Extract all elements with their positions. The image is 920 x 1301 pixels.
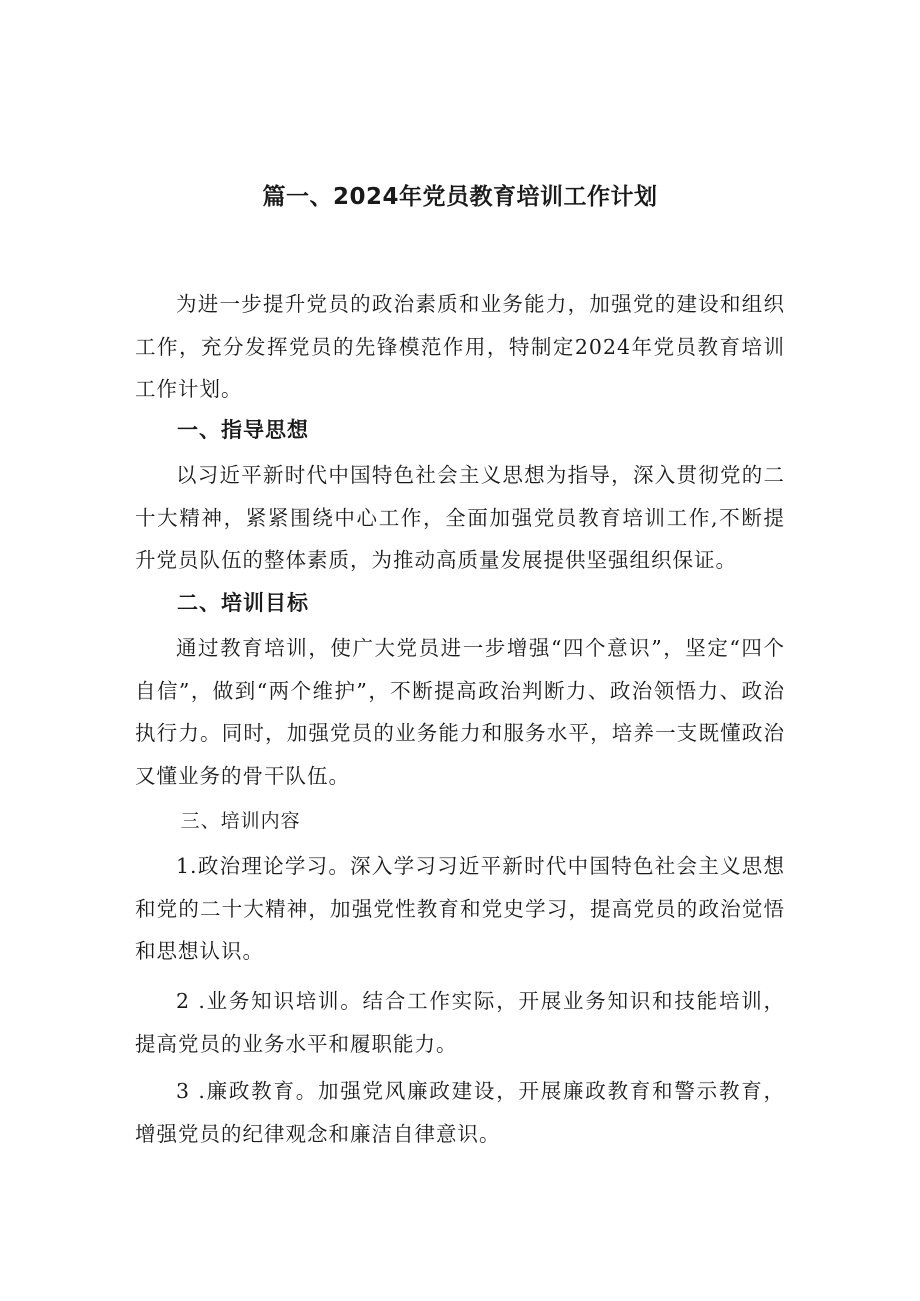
content-item-integrity-education: 3 .廉政教育。加强党风廉政建设，开展廉政教育和警示教育，增强党员的纪律观念和廉洁自律意识。 — [135, 1079, 785, 1146]
training-goals-paragraph: 通过教育培训，使广大党员进一步增强“四个意识”，坚定“四个自信”，做到“两个维护”，不断提高政治判断力、政治领悟力、政治执行力。同时，加强党员的业务能力和服务水平，培养一支既懂政治又懂业务的骨干队伍。 — [135, 636, 785, 788]
intro-paragraph: 为进一步提升党员的政治素质和业务能力，加强党的建设和组织工作，充分发挥党员的先锋模范作用，特制定2024年党员教育培训工作计划。 — [135, 292, 785, 401]
content-item-business-knowledge: 2 .业务知识培训。结合工作实际，开展业务知识和技能培训，提高党员的业务水平和履职能力。 — [135, 989, 785, 1056]
guiding-ideology-paragraph: 以习近平新时代中国特色社会主义思想为指导，深入贯彻党的二十大精神，紧紧围绕中心工作，全面加强党员教育培训工作,不断提升党员队伍的整体素质，为推动高质量发展提供坚强组织保证。 — [135, 463, 785, 572]
document-title: 篇一、2024年党员教育培训工作计划 — [262, 184, 658, 210]
content-item-political-theory: 1.政治理论学习。深入学习习近平新时代中国特色社会主义思想和党的二十大精神，加强党性教育和党史学习，提高党员的政治觉悟和思想认识。 — [135, 854, 785, 963]
section-heading-training-goals: 二、培训目标 — [177, 591, 309, 615]
section-heading-guiding-ideology: 一、指导思想 — [177, 418, 309, 442]
section-heading-training-content: 三、培训内容 — [180, 810, 301, 832]
